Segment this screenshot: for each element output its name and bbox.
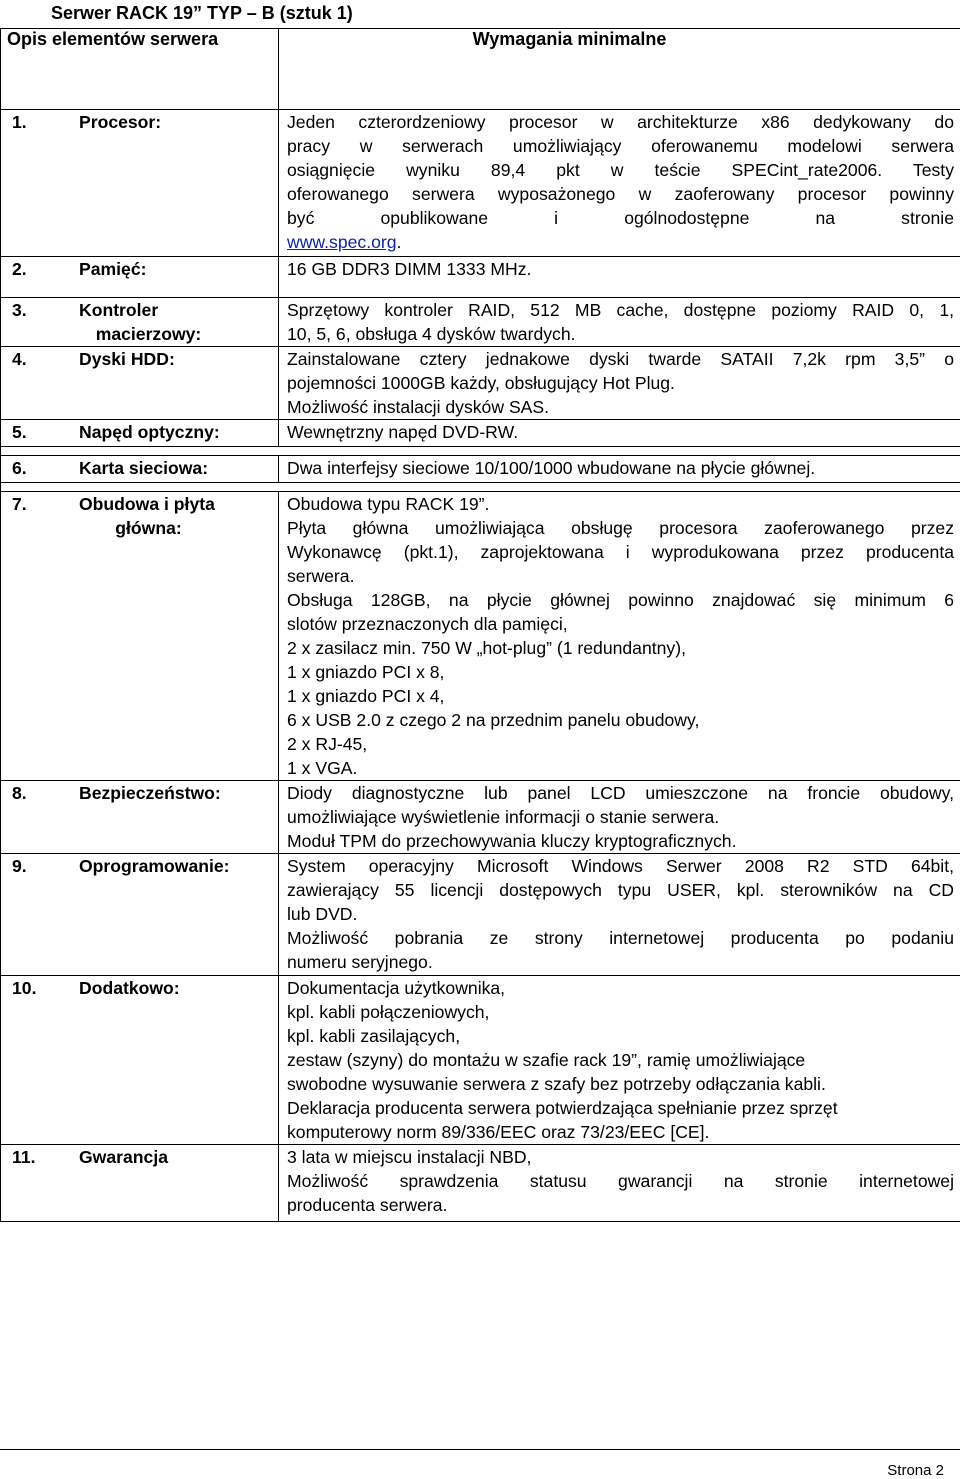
item-label: Napęd optyczny:	[79, 422, 220, 442]
item-label: główna:	[115, 518, 182, 538]
item-number: 3.	[12, 300, 27, 320]
requirement-line: Obudowa typu RACK 19”.	[287, 494, 490, 514]
item-label: Dyski HDD:	[79, 349, 175, 369]
item-label: Oprogramowanie:	[79, 856, 230, 876]
requirement-line: Możliwość instalacji dysków SAS.	[287, 397, 550, 417]
item-number: 11.	[12, 1147, 36, 1167]
requirement-line	[287, 230, 954, 254]
requirement-line: zestaw (szyny) do montażu w szafie rack 19”, ramię umożliwiające	[287, 1050, 806, 1070]
table-row	[1, 420, 960, 447]
item-number: 7.	[12, 494, 27, 514]
spec-requirement-cell	[279, 456, 960, 483]
spec-table	[0, 28, 960, 1222]
item-number: 4.	[12, 349, 27, 369]
spec-requirement-cell	[279, 420, 960, 447]
requirement-line: osiągnięcie wyniku 89,4 pkt w teście SPECint_rate2006. Testy	[287, 160, 954, 180]
requirement-line: 6 x USB 2.0 z czego 2 na przednim panelu obudowy,	[287, 710, 700, 730]
requirement-line: 2 x RJ-45,	[287, 734, 368, 754]
requirement-line: System operacyjny Microsoft Windows Serwer 2008 R2 STD 64bit,	[287, 856, 954, 876]
spec-label-cell	[1, 781, 279, 854]
requirement-line: pojemności 1000GB każdy, obsługujący Hot Plug.	[287, 373, 675, 393]
requirement-line: producenta serwera.	[287, 1195, 448, 1215]
requirement-line: być opublikowane i ogólnodostępne na stronie	[287, 208, 954, 228]
requirement-line: 1 x VGA.	[287, 758, 358, 778]
spec-label-cell	[1, 492, 279, 781]
item-label: Bezpieczeństwo:	[79, 783, 221, 803]
requirement-line: kpl. kabli zasilających,	[287, 1026, 461, 1046]
requirement-line: Dokumentacja użytkownika,	[287, 978, 506, 998]
requirement-line: Możliwość sprawdzenia statusu gwarancji na stronie internetowej	[287, 1171, 954, 1191]
spec-org-link[interactable]: www.spec.org	[287, 232, 397, 252]
requirement-line: komputerowy norm 89/336/EEC oraz 73/23/EEC [CE].	[287, 1122, 710, 1142]
table-row	[1, 110, 960, 257]
requirement-line: Dwa interfejsy sieciowe 10/100/1000 wbudowane na płycie głównej.	[287, 458, 816, 478]
requirement-line: slotów przeznaczonych dla pamięci,	[287, 614, 568, 634]
item-number: 9.	[12, 856, 27, 876]
requirement-line: Deklaracja producenta serwera potwierdzająca spełnianie przez sprzęt	[287, 1098, 838, 1118]
item-label: Procesor:	[79, 112, 162, 132]
spec-requirement-cell	[279, 110, 960, 257]
requirement-line: 1 x gniazdo PCI x 8,	[287, 662, 445, 682]
table-row	[1, 456, 960, 483]
requirement-line: Diody diagnostyczne lub panel LCD umieszczone na froncie obudowy,	[287, 783, 954, 803]
item-label: macierzowy:	[95, 324, 202, 344]
spec-requirement-cell	[279, 298, 960, 347]
requirement-line: swobodne wysuwanie serwera z szafy bez potrzeby odłączania kabli.	[287, 1074, 826, 1094]
requirement-line: numeru seryjnego.	[287, 952, 433, 972]
requirement-line: kpl. kabli połączeniowych,	[287, 1002, 490, 1022]
requirement-line: 3 lata w miejscu instalacji NBD,	[287, 1147, 532, 1167]
table-row	[1, 976, 960, 1145]
spec-requirement-cell	[279, 976, 960, 1145]
spec-requirement-cell	[279, 347, 960, 420]
table-row	[1, 298, 960, 347]
item-label: Obudowa i płyta	[79, 494, 215, 514]
requirement-line: Sprzętowy kontroler RAID, 512 MB cache, dostępne poziomy RAID 0, 1,	[287, 300, 954, 320]
row-spacer	[1, 483, 960, 492]
item-number: 5.	[12, 422, 27, 442]
requirement-line: Zainstalowane cztery jednakowe dyski twarde SATAII 7,2k rpm 3,5” o	[287, 349, 954, 369]
requirement-line: Jeden czterordzeniowy procesor w architekturze x86 dedykowany do	[287, 112, 954, 132]
row-spacer	[1, 447, 960, 456]
requirement-line: 10, 5, 6, obsługa 4 dysków twardych.	[287, 324, 576, 344]
spec-requirement-cell	[279, 1145, 960, 1222]
requirement-line: Obsługa 128GB, na płycie głównej powinno znajdować się minimum 6	[287, 590, 954, 610]
header-requirements: Wymagania minimalne	[279, 29, 960, 110]
requirement-line: 1 x gniazdo PCI x 4,	[287, 686, 445, 706]
item-label: Dodatkowo:	[79, 978, 180, 998]
spec-label-cell	[1, 257, 279, 298]
table-row	[1, 1145, 960, 1222]
requirement-line: Moduł TPM do przechowywania kluczy kryptograficznych.	[287, 831, 737, 851]
requirement-line: pracy w serwerach umożliwiający oferowanemu modelowi serwera	[287, 136, 954, 156]
spec-label-cell	[1, 854, 279, 976]
item-label: Kontroler	[79, 300, 159, 320]
spec-requirement-cell	[279, 257, 960, 298]
table-header-row	[1, 29, 960, 110]
spec-label-cell	[1, 976, 279, 1145]
requirement-line: Płyta główna umożliwiająca obsługę procesora zaoferowanego przez	[287, 518, 954, 538]
spec-requirement-cell	[279, 854, 960, 976]
spec-label-cell	[1, 1145, 279, 1222]
spec-requirement-cell	[279, 781, 960, 854]
requirement-line: Możliwość pobrania ze strony internetowej producenta po podaniu	[287, 928, 954, 948]
row-spacer-cell	[1, 447, 960, 456]
item-number: 1.	[12, 112, 27, 132]
requirement-line: umożliwiające wyświetlenie informacji o stanie serwera.	[287, 807, 720, 827]
item-number: 2.	[12, 259, 27, 279]
requirement-line: 2 x zasilacz min. 750 W „hot-plug” (1 redundantny),	[287, 638, 686, 658]
requirement-line: Wewnętrzny napęd DVD-RW.	[287, 422, 519, 442]
spec-label-cell	[1, 110, 279, 257]
row-spacer-cell	[1, 483, 960, 492]
item-label: Pamięć:	[79, 259, 147, 279]
spec-requirement-cell	[279, 492, 960, 781]
item-label: Karta sieciowa:	[79, 458, 209, 478]
spec-label-cell	[1, 298, 279, 347]
item-number: 6.	[12, 458, 27, 478]
table-row	[1, 492, 960, 781]
spec-label-cell	[1, 456, 279, 483]
footer-divider	[0, 1449, 960, 1450]
spec-label-cell	[1, 347, 279, 420]
table-row	[1, 347, 960, 420]
requirement-line: lub DVD.	[287, 904, 358, 924]
requirement-line: serwera.	[287, 566, 355, 586]
requirement-line: Wykonawcę (pkt.1), zaprojektowana i wyprodukowana przez producenta	[287, 542, 954, 562]
requirement-line: 16 GB DDR3 DIMM 1333 MHz.	[287, 259, 532, 279]
item-label: Gwarancja	[79, 1147, 168, 1167]
table-row	[1, 781, 960, 854]
requirement-line: zawierający 55 licencji dostępowych typu USER, kpl. sterowników na CD	[287, 880, 954, 900]
item-number: 8.	[12, 783, 27, 803]
table-row	[1, 257, 960, 298]
header-description: Opis elementów serwera	[1, 29, 279, 110]
requirement-line: oferowanego serwera wyposażonego w zaoferowany procesor powinny	[287, 184, 954, 204]
table-row	[1, 854, 960, 976]
page-title: Serwer RACK 19” TYP – B (sztuk 1)	[51, 3, 353, 23]
page-number: Strona 2	[887, 1462, 944, 1479]
item-number: 10.	[12, 978, 37, 998]
spec-label-cell	[1, 420, 279, 447]
link-suffix: .	[396, 232, 402, 252]
